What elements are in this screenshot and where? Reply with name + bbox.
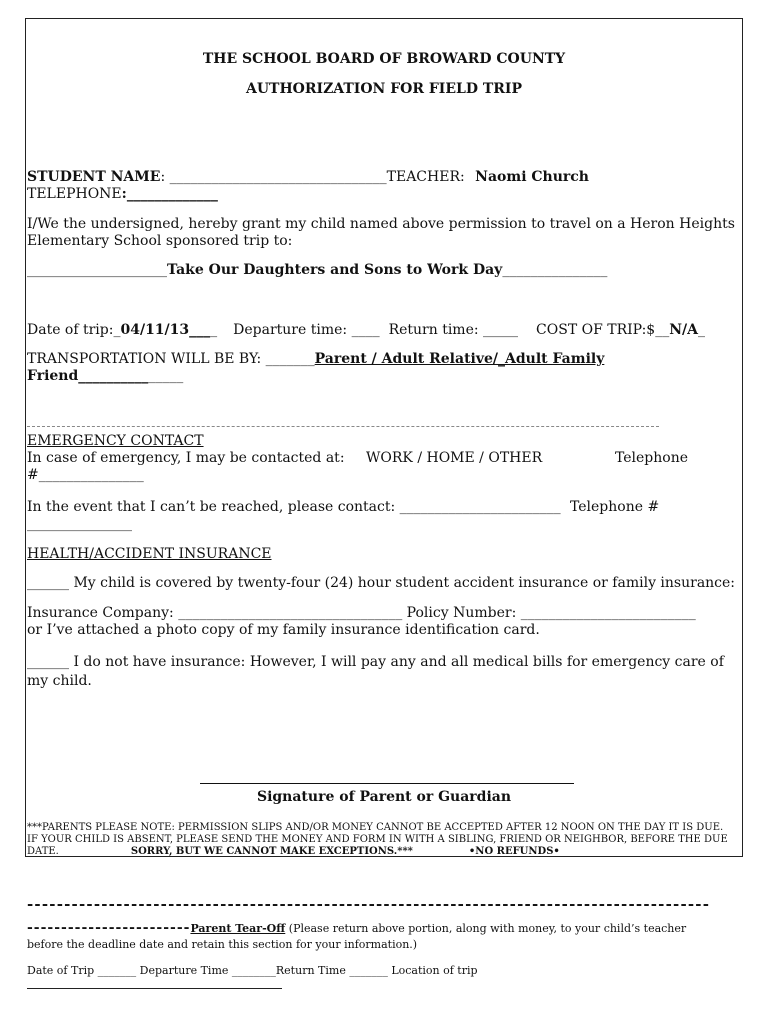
trip-name: Take Our Daughters and Sons to Work Day <box>167 262 503 278</box>
departure-time[interactable]: Departure time: ____ <box>233 322 380 338</box>
student-name-label: STUDENT NAME <box>27 169 161 185</box>
tear-off-dashes-left: ------------------------ <box>27 920 191 936</box>
transportation-value-line1[interactable]: Parent / Adult Relative/_Adult Family <box>314 351 605 367</box>
emergency-telephone-field[interactable]: #_______________ <box>27 467 144 483</box>
alternate-telephone-label: Telephone # <box>570 499 660 515</box>
transportation-label: TRANSPORTATION WILL BE BY: _______ <box>27 351 315 367</box>
permission-text-line2: Elementary School sponsored trip to: <box>27 233 293 249</box>
telephone-field[interactable]: :_____________ <box>121 186 218 202</box>
student-name-field[interactable]: : _______________________________ <box>160 169 387 185</box>
permission-form <box>25 18 743 857</box>
emergency-heading: EMERGENCY CONTACT <box>27 433 204 449</box>
insurance-heading: HEALTH/ACCIDENT INSURANCE <box>27 546 272 562</box>
tear-off-instructions-line2: before the deadline date and retain this section for your information.) <box>27 938 418 951</box>
trip-destination-row <box>27 262 607 279</box>
tear-off-instructions: (Please return above portion, along with money, to your child’s teacher <box>285 922 687 935</box>
teacher-name: Naomi Church <box>475 169 589 185</box>
no-insurance-option[interactable]: ______ I do not have insurance: However, I will pay any and all medical bills for emergency care of <box>27 654 724 670</box>
trip-blank-left: ____________________ <box>27 262 167 278</box>
tear-off-fields[interactable]: Date of Trip _______ Departure Time ________Return Time _______ Location of trip <box>27 964 478 977</box>
tear-off-label: Parent Tear-Off <box>190 922 286 935</box>
telephone-label: TELEPHONE <box>27 186 122 202</box>
no-insurance-line2: my child. <box>27 673 92 689</box>
notice-line2: IF YOUR CHILD IS ABSENT, PLEASE SEND THE MONEY AND FORM IN WITH A SIBLING, FRIEND OR NEIGHBOR, BEFORE THE DUE <box>27 834 728 845</box>
form-title: AUTHORIZATION FOR FIELD TRIP <box>245 81 523 97</box>
notice-no-exceptions: SORRY, BUT WE CANNOT MAKE EXCEPTIONS.*** <box>130 846 413 857</box>
notice-date-word: DATE. <box>27 846 59 857</box>
location-blank-line[interactable] <box>27 988 282 989</box>
school-board-title: THE SCHOOL BOARD OF BROWARD COUNTY <box>202 51 566 67</box>
tear-off-dashes-top: -------------------------------------------------------------------------------------------- <box>27 895 711 913</box>
date-tail: _ <box>210 322 218 338</box>
insurance-company-row[interactable]: Insurance Company: ________________________________ Policy Number: _________________________ <box>27 605 696 621</box>
trip-details-row <box>27 322 705 339</box>
transportation-row-2 <box>27 368 183 385</box>
date-label: Date of trip:_ <box>27 322 121 338</box>
notice-line1: ***PARENTS PLEASE NOTE: PERMISSION SLIPS AND/OR MONEY CANNOT BE ACCEPTED AFTER 12 NOON ON THE DAY IT IS DUE. <box>27 822 724 833</box>
contact-options[interactable]: WORK / HOME / OTHER <box>366 450 543 466</box>
notice-no-refunds: •NO REFUNDS• <box>468 846 560 857</box>
photo-copy-note: or I’ve attached a photo copy of my family insurance identification card. <box>27 622 540 638</box>
student-row <box>27 169 589 186</box>
insurance-covered-option[interactable]: ______ My child is covered by twenty-four (24) hour student accident insurance or family insurance: <box>27 575 736 591</box>
telephone-row <box>27 186 218 203</box>
permission-text-line1: I/We the undersigned, hereby grant my child named above permission to travel on a Heron Heights <box>27 216 735 232</box>
cost-label: COST OF TRIP:$__ <box>536 322 670 338</box>
transportation-tail: _____ <box>148 368 184 384</box>
trip-blank-right: _______________ <box>502 262 608 278</box>
transportation-value-line2: Friend__________ <box>27 368 149 384</box>
alternate-telephone-field[interactable]: _______________ <box>27 516 132 532</box>
signature-line[interactable] <box>200 783 574 784</box>
cost-value[interactable]: N/A <box>669 322 698 338</box>
transportation-row <box>27 351 604 368</box>
emergency-contact-label: In case of emergency, I may be contacted at: <box>27 450 345 466</box>
tear-off-header <box>27 920 686 937</box>
section-divider <box>27 426 659 427</box>
cost-tail: _ <box>698 322 705 338</box>
notice-line3 <box>27 846 560 858</box>
emergency-telephone-label: Telephone <box>615 450 689 466</box>
alternate-contact-field[interactable]: In the event that I can’t be reached, please contact: _______________________ <box>27 499 561 515</box>
signature-label: Signature of Parent or Guardian <box>256 789 512 805</box>
return-time[interactable]: Return time: _____ <box>388 322 519 338</box>
date-value[interactable]: 04/11/13___ <box>120 322 211 338</box>
teacher-label: TEACHER: <box>386 169 470 185</box>
